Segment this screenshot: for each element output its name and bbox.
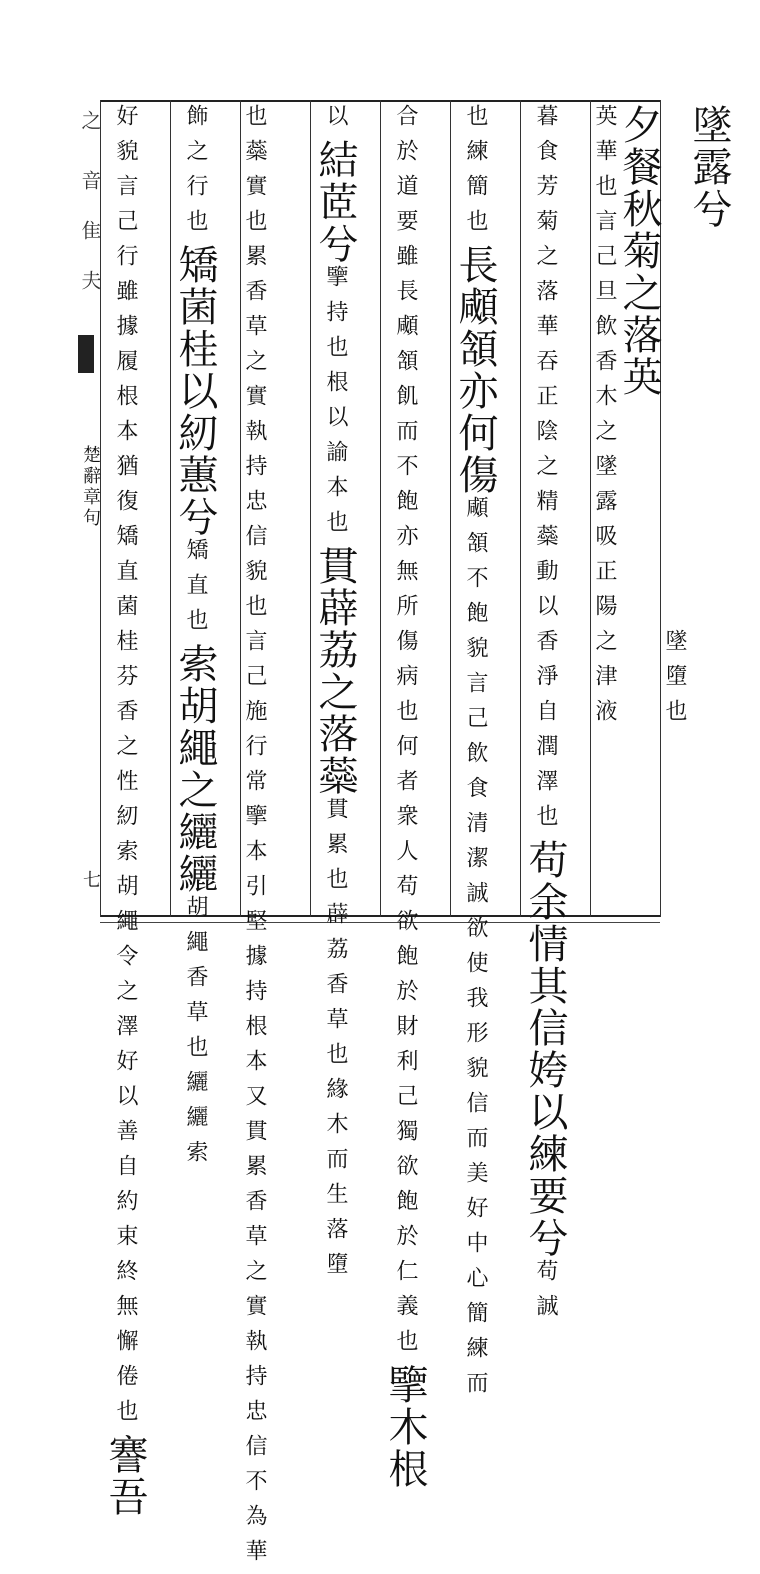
column-text [592,104,732,734]
commentary-text: 也 [662,699,687,734]
column-text [522,104,568,1329]
column-divider [520,100,521,917]
column-text [172,104,218,1175]
text-column-4 [382,104,448,1490]
main-text: 貫薜荔之落蘂 [312,545,358,797]
text-column-2 [522,104,588,1329]
main-text: 結茝兮 [312,139,358,265]
main-text: 長顑頷亦何傷 [452,244,498,496]
column-divider [170,100,171,917]
text-column-7 [172,104,238,1175]
commentary-text: 擥持也根以諭本也 [323,265,348,545]
commentary-pair [592,104,616,734]
commentary-text: 合於道要雖長顑頷飢而不飽亦無所傷病也何者衆人苟欲飽於財利己獨欲飽於仁義也 [393,104,418,1364]
column-text [102,104,148,1518]
commentary-text: 飾之行也 [183,104,208,244]
main-text: 矯菌桂以紉蕙兮 [172,244,218,538]
commentary-text: 也蘂實也累香草之實執持忠信貌也言己施行常擥本引堅據持根本又貫累香草之實執持忠信不為華 [242,104,267,1574]
column-divider [310,100,311,917]
commentary-text: 墜墮 [662,629,687,699]
column-text [312,104,358,1287]
fishtail-mark [78,335,94,373]
text-column-6 [242,104,308,1574]
commentary-text: 胡繩香草也纚纚索 [183,895,208,1175]
commentary-text: 暮食芳菊之落華吞正陰之精蘂動以香淨自潤澤也 [533,104,558,839]
commentary-text: 英華也言己旦飲香木 [592,104,617,419]
text-column-1 [592,104,732,914]
margin-fragment: 音 [78,170,102,198]
main-text: 墜露兮 [686,104,732,230]
text-column-8 [102,104,168,1518]
commentary-pair [662,104,686,734]
margin-fragment: 之 [78,110,102,138]
column-text [242,104,266,1574]
main-text: 擥木根 [382,1364,428,1490]
margin-fragment: 夫 [78,270,102,298]
column-divider [450,100,451,917]
main-text: 索胡繩之纚纚 [172,643,218,895]
text-column-5 [312,104,378,1287]
commentary-text: 苟誠 [533,1259,558,1329]
column-text [382,104,428,1490]
commentary-text: 貫累也薜荔香草也緣木而生落墮 [323,797,348,1287]
commentary-text: 矯直也 [183,538,208,643]
column-divider [380,100,381,917]
column-text [452,104,498,1406]
main-text: 苟余情其信姱以練要兮 [522,839,568,1259]
page-number: 七 [80,870,101,888]
commentary-text: 顑頷不飽貌言己飲食清潔誠欲使我形貌信而美好中心簡練而 [463,496,488,1406]
margin-fragment: 隹 [78,220,102,248]
commentary-text: 好貌言己行雖據履根本猶復矯直菌桂芬香之性紉索胡繩令之澤好以善自約束終無懈倦也 [113,104,138,1434]
commentary-text: 之墜露吸正陽之津液 [592,419,617,734]
main-text: 夕餐秋菊之落英 [616,104,662,398]
main-text: 謇吾 [102,1434,148,1518]
page-margin [72,100,100,917]
column-divider [590,100,591,917]
text-column-3 [452,104,518,1406]
column-divider [240,100,241,917]
commentary-text: 也練簡也 [463,104,488,244]
commentary-text: 以 [323,104,348,139]
book-title: 楚辭章句 [80,445,101,529]
